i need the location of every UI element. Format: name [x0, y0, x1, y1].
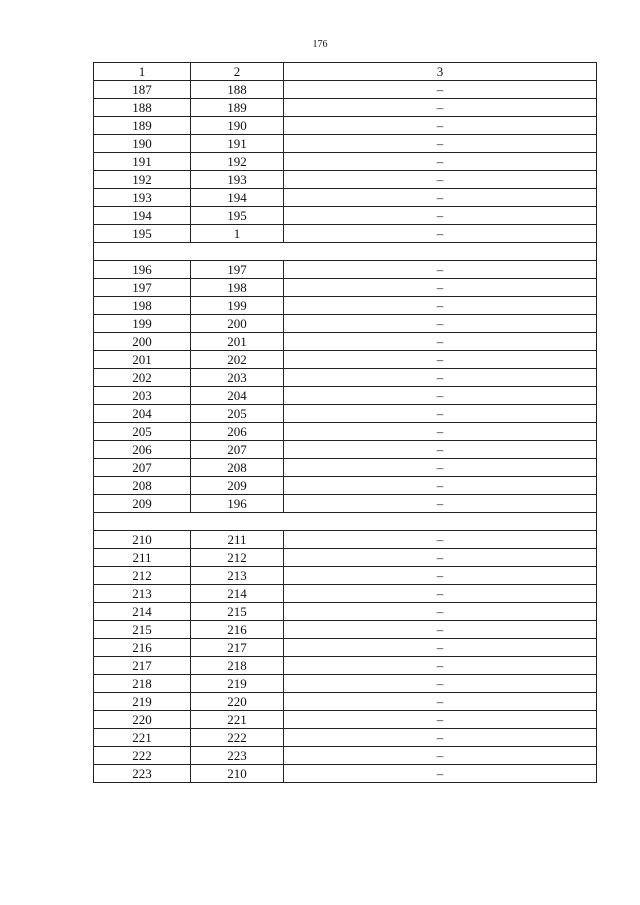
table-cell-col1: 191	[94, 153, 191, 171]
table-cell-col2: 193	[191, 171, 284, 189]
table-cell-col3: –	[284, 549, 597, 567]
column-header-1: 1	[94, 63, 191, 81]
table-cell-col3: –	[284, 351, 597, 369]
table-cell-col3: –	[284, 171, 597, 189]
table-cell-col1: 216	[94, 639, 191, 657]
column-header-3: 3	[284, 63, 597, 81]
table-cell-col3: –	[284, 639, 597, 657]
group-separator-cell	[94, 513, 597, 531]
table-row	[94, 279, 597, 297]
table-row	[94, 693, 597, 711]
table-row	[94, 585, 597, 603]
table-row	[94, 549, 597, 567]
table-cell-col2: 194	[191, 189, 284, 207]
table-row	[94, 441, 597, 459]
table-cell-col3: –	[284, 603, 597, 621]
column-header-2: 2	[191, 63, 284, 81]
table-cell-col3: –	[284, 693, 597, 711]
table-cell-col2: 212	[191, 549, 284, 567]
table-cell-col3: –	[284, 153, 597, 171]
table-row	[94, 189, 597, 207]
table-cell-col1: 212	[94, 567, 191, 585]
table-cell-col1: 218	[94, 675, 191, 693]
table-cell-col3: –	[284, 189, 597, 207]
table-row	[94, 405, 597, 423]
table-cell-col2: 190	[191, 117, 284, 135]
table-cell-col3: –	[284, 675, 597, 693]
table-cell-col3: –	[284, 279, 597, 297]
table-cell-col1: 205	[94, 423, 191, 441]
table-cell-col3: –	[284, 225, 597, 243]
table-row	[94, 333, 597, 351]
table-cell-col3: –	[284, 495, 597, 513]
table-row	[94, 207, 597, 225]
table-cell-col1: 204	[94, 405, 191, 423]
table-cell-col2: 219	[191, 675, 284, 693]
table-body	[94, 63, 597, 783]
table-row	[94, 567, 597, 585]
table-cell-col3: –	[284, 333, 597, 351]
table-row	[94, 297, 597, 315]
table-cell-col1: 206	[94, 441, 191, 459]
table-cell-col3: –	[284, 405, 597, 423]
table-cell-col1: 221	[94, 729, 191, 747]
data-table-container	[93, 62, 596, 783]
table-cell-col1: 210	[94, 531, 191, 549]
table-row	[94, 657, 597, 675]
table-cell-col3: –	[284, 729, 597, 747]
table-cell-col1: 198	[94, 297, 191, 315]
table-row	[94, 171, 597, 189]
table-cell-col1: 188	[94, 99, 191, 117]
table-cell-col3: –	[284, 297, 597, 315]
table-row	[94, 387, 597, 405]
table-cell-col3: –	[284, 261, 597, 279]
table-cell-col1: 201	[94, 351, 191, 369]
table-cell-col2: 205	[191, 405, 284, 423]
table-row	[94, 621, 597, 639]
table-row	[94, 225, 597, 243]
table-row	[94, 135, 597, 153]
table-cell-col3: –	[284, 747, 597, 765]
table-cell-col3: –	[284, 657, 597, 675]
table-cell-col2: 213	[191, 567, 284, 585]
table-cell-col1: 190	[94, 135, 191, 153]
table-cell-col2: 199	[191, 297, 284, 315]
table-row	[94, 81, 597, 99]
table-cell-col2: 223	[191, 747, 284, 765]
table-row	[94, 99, 597, 117]
table-cell-col1: 194	[94, 207, 191, 225]
table-cell-col1: 199	[94, 315, 191, 333]
table-cell-col3: –	[284, 441, 597, 459]
table-cell-col3: –	[284, 585, 597, 603]
table-cell-col3: –	[284, 315, 597, 333]
table-cell-col2: 220	[191, 693, 284, 711]
table-cell-col3: –	[284, 369, 597, 387]
table-cell-col2: 196	[191, 495, 284, 513]
table-cell-col3: –	[284, 117, 597, 135]
table-cell-col2: 200	[191, 315, 284, 333]
table-cell-col3: –	[284, 765, 597, 783]
table-cell-col2: 204	[191, 387, 284, 405]
table-row	[94, 261, 597, 279]
table-row	[94, 531, 597, 549]
table-cell-col2: 209	[191, 477, 284, 495]
table-cell-col3: –	[284, 81, 597, 99]
table-row	[94, 729, 597, 747]
table-row	[94, 315, 597, 333]
table-cell-col2: 207	[191, 441, 284, 459]
table-cell-col1: 203	[94, 387, 191, 405]
table-cell-col2: 197	[191, 261, 284, 279]
table-cell-col1: 220	[94, 711, 191, 729]
group-separator-cell	[94, 243, 597, 261]
table-cell-col2: 195	[191, 207, 284, 225]
table-row	[94, 765, 597, 783]
table-cell-col3: –	[284, 423, 597, 441]
table-cell-col1: 196	[94, 261, 191, 279]
table-cell-col2: 214	[191, 585, 284, 603]
table-cell-col2: 198	[191, 279, 284, 297]
table-cell-col1: 223	[94, 765, 191, 783]
table-row	[94, 459, 597, 477]
table-cell-col3: –	[284, 711, 597, 729]
table-cell-col2: 192	[191, 153, 284, 171]
table-header-row	[94, 63, 597, 81]
table-cell-col1: 200	[94, 333, 191, 351]
table-cell-col2: 210	[191, 765, 284, 783]
table-row	[94, 675, 597, 693]
table-cell-col3: –	[284, 567, 597, 585]
table-cell-col1: 217	[94, 657, 191, 675]
table-cell-col1: 195	[94, 225, 191, 243]
table-cell-col2: 211	[191, 531, 284, 549]
table-cell-col1: 215	[94, 621, 191, 639]
table-cell-col2: 222	[191, 729, 284, 747]
table-cell-col1: 222	[94, 747, 191, 765]
table-row	[94, 423, 597, 441]
table-cell-col2: 221	[191, 711, 284, 729]
table-cell-col2: 215	[191, 603, 284, 621]
table-cell-col2: 188	[191, 81, 284, 99]
table-cell-col2: 191	[191, 135, 284, 153]
table-row	[94, 747, 597, 765]
table-cell-col3: –	[284, 477, 597, 495]
table-cell-col1: 187	[94, 81, 191, 99]
table-cell-col1: 189	[94, 117, 191, 135]
data-table	[93, 62, 597, 783]
table-cell-col3: –	[284, 459, 597, 477]
table-cell-col2: 202	[191, 351, 284, 369]
table-cell-col3: –	[284, 387, 597, 405]
table-cell-col2: 206	[191, 423, 284, 441]
table-cell-col1: 193	[94, 189, 191, 207]
table-cell-col2: 217	[191, 639, 284, 657]
table-cell-col1: 214	[94, 603, 191, 621]
table-row	[94, 603, 597, 621]
table-cell-col3: –	[284, 207, 597, 225]
table-row	[94, 495, 597, 513]
table-cell-col3: –	[284, 531, 597, 549]
table-cell-col1: 207	[94, 459, 191, 477]
table-row	[94, 711, 597, 729]
table-cell-col1: 197	[94, 279, 191, 297]
table-row	[94, 639, 597, 657]
table-cell-col1: 202	[94, 369, 191, 387]
table-cell-col2: 189	[191, 99, 284, 117]
table-row	[94, 369, 597, 387]
table-cell-col1: 219	[94, 693, 191, 711]
group-separator-row	[94, 243, 597, 261]
table-cell-col1: 213	[94, 585, 191, 603]
table-row	[94, 351, 597, 369]
table-cell-col2: 1	[191, 225, 284, 243]
table-row	[94, 153, 597, 171]
group-separator-row	[94, 513, 597, 531]
table-cell-col2: 216	[191, 621, 284, 639]
table-cell-col1: 209	[94, 495, 191, 513]
table-cell-col1: 192	[94, 171, 191, 189]
table-cell-col3: –	[284, 135, 597, 153]
table-row	[94, 477, 597, 495]
table-cell-col2: 208	[191, 459, 284, 477]
table-cell-col3: –	[284, 621, 597, 639]
table-cell-col1: 211	[94, 549, 191, 567]
table-cell-col2: 201	[191, 333, 284, 351]
table-cell-col2: 218	[191, 657, 284, 675]
table-row	[94, 117, 597, 135]
table-cell-col1: 208	[94, 477, 191, 495]
table-cell-col3: –	[284, 99, 597, 117]
table-cell-col2: 203	[191, 369, 284, 387]
page-number: 176	[312, 39, 328, 50]
